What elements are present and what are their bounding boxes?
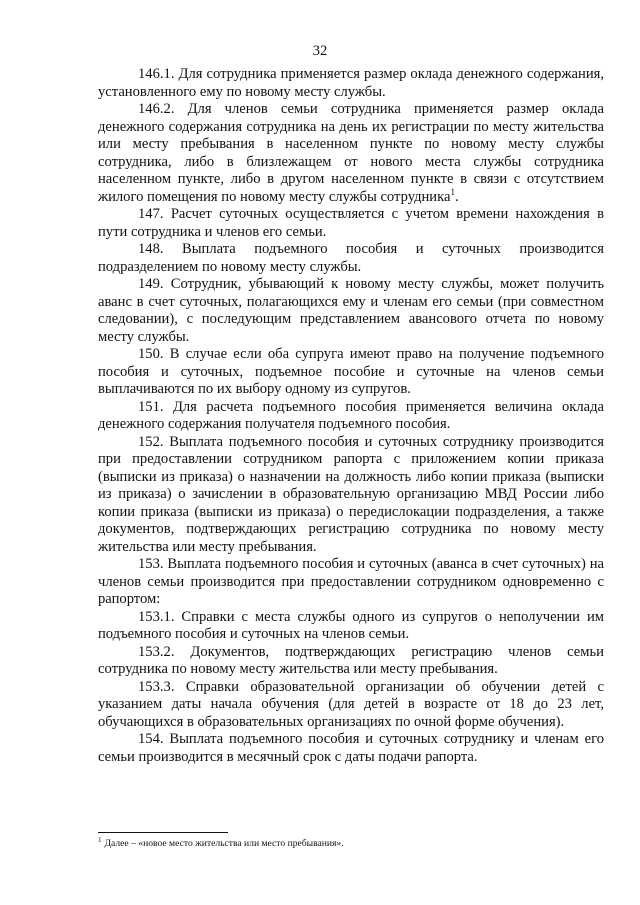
paragraph-153: 153. Выплата подъемного пособия и суточных (аванса в счет суточных) на членов семьи производится при предоставлении сотрудником одновременно с рапортом: bbox=[98, 556, 604, 607]
paragraph-147: 147. Расчет суточных осуществляется с учетом времени нахождения в пути сотрудника и членов его семьи. bbox=[98, 206, 604, 240]
footnote-divider bbox=[98, 832, 228, 833]
paragraph-150: 150. В случае если оба супруга имеют право на получение подъемного пособия и суточных, подъемное пособие и суточные на членов семьи выплачиваются по их выбору одному из супругов. bbox=[98, 346, 604, 397]
footnote bbox=[98, 835, 604, 850]
paragraph-153-3: 153.3. Справки образовательной организации об обучении детей с указанием даты начала обучения (для детей в возрасте от 18 до 23 лет, обучающихся в образовательных организациях по очной форме обучения). bbox=[98, 678, 604, 730]
footnote-reference: 1 bbox=[450, 186, 455, 197]
paragraph-153-2: 153.2. Документов, подтверждающих регистрацию членов семьи сотрудника по новому месту жительства или месту пребывания. bbox=[98, 643, 604, 677]
paragraph-149: 149. Сотрудник, убывающий к новому месту службы, может получить аванс в счет суточных, полагающихся ему и членам его семьи (при совместном следовании), с последующим представлением авансового отчета по новому месту службы. bbox=[98, 276, 604, 345]
paragraph-151: 151. Для расчета подъемного пособия применяется величина оклада денежного содержания получателя подъемного пособия. bbox=[98, 398, 604, 432]
paragraph-146-2-end: . bbox=[454, 188, 459, 205]
document-body bbox=[98, 66, 604, 766]
paragraph-146-2-text: 146.2. Для членов семьи сотрудника применяется размер оклада денежного содержания сотрудника на день их регистрации по месту жительства или месту пребывания в населенном пункте по новому месту службы сотрудника, либо в близлежащем от нового места службы сотрудника населенном пункте, либо в другом населенном пункте в связи с отсутствием жилого помещения по новому месту службы сотрудника bbox=[98, 101, 604, 205]
paragraph-153-1: 153.1. Справки с места службы одного из супругов о неполучении им подъемного пособия и суточных на членов семьи. bbox=[98, 608, 604, 642]
paragraph-148: 148. Выплата подъемного пособия и суточных производится подразделением по новому месту службы. bbox=[98, 241, 604, 275]
paragraph-154: 154. Выплата подъемного пособия и суточных сотруднику и членам его семьи производится в месячный срок с даты подачи рапорта. bbox=[98, 731, 604, 765]
footnote-marker: 1 bbox=[98, 835, 102, 844]
paragraph-146-1: 146.1. Для сотрудника применяется размер оклада денежного содержания, установленного ему по новому месту службы. bbox=[98, 66, 604, 100]
paragraph-146-2 bbox=[98, 101, 604, 206]
paragraph-152: 152. Выплата подъемного пособия и суточных сотруднику производится при предоставлении сотрудником рапорта с приложением копии приказа (выписки из приказа) о назначении на должность либо копии приказа (выписки из приказа) о зачислении в образовательную организацию МВД России либо копии приказа (выписки из приказа) о передислокации подразделения, а также документов, подтверждающих регистрацию сотрудника по новому месту жительства или месту пребывания. bbox=[98, 433, 604, 555]
footnote-text: Далее – «новое место жительства или место пребывания». bbox=[104, 838, 344, 849]
page-number: 32 bbox=[312, 43, 328, 59]
